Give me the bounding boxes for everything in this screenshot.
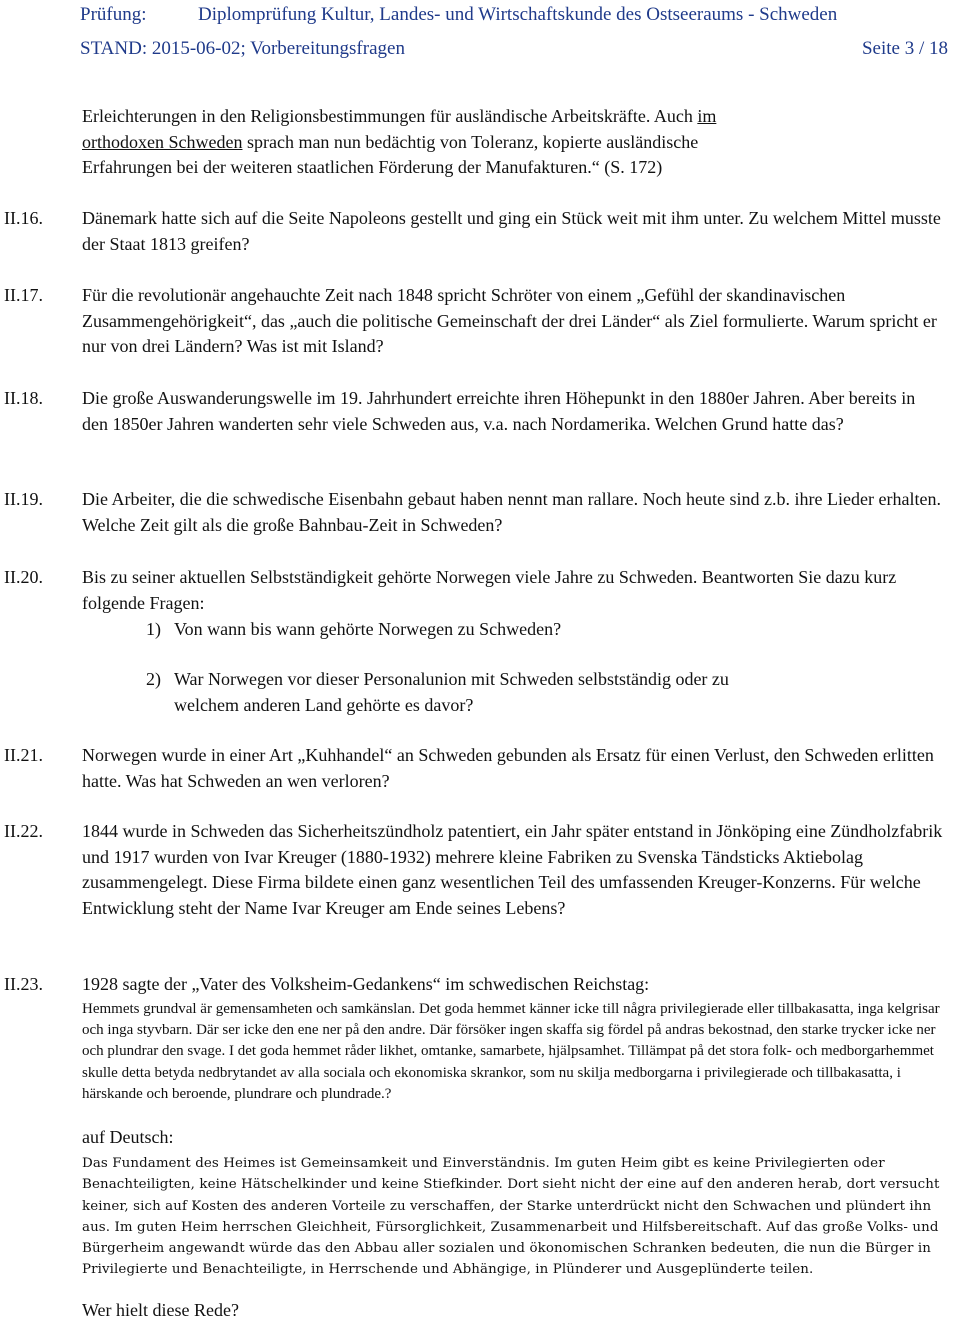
intro-line-1-text: Erleichterungen in den Religionsbestimmungen für ausländische Arbeitskräfte. Auch <box>82 106 698 126</box>
exam-label: Prüfung: <box>80 4 147 25</box>
closing-question: Wer hielt diese Rede? <box>82 1300 239 1320</box>
intro-paragraph <box>82 104 944 181</box>
question-text: Norwegen wurde in einer Art „Kuhhandel“ an Schweden gebunden als Ersatz für einen Verlust, den Schweden erlitten hatte. Was hat Schweden an wen verloren? <box>82 745 934 791</box>
question-text: Für die revolutionär angehauchte Zeit nach 1848 spricht Schröter von einem „Gefühl der skandinavischen Zusammengehörigkeit“, das „auch die politische Gemeinschaft der drei Länder“ als Ziel formulierte. Warum spricht er nur von drei Ländern? Was ist mit Island? <box>82 285 937 356</box>
question-text: Die große Auswanderungswelle im 19. Jahrhundert erreichte ihren Höhepunkt in den 1880er Jahren. Aber bereits in den 1850er Jahren wanderten sehr viele Schweden aus, v.a. nach Nordamerika. Welchen Grund hatte das? <box>82 388 916 434</box>
quote-swedish: Hemmets grundval är gemensamheten och samkänslan. Det goda hemmet känner icke till några privilegierade eller tillbakasatta, inga kelgrisar och inga styvbarn. Där ser icke den ene ner på den andre. Där försöker ingen skaffa sig fördel på andras bekostnad, den starke trycker icke ner och plundrar den svage. I det goda hemmet råder likhet, omtanke, samarbete, hjälpsamhet. Tillämpat på det stora folk- och medborgarhemmet skulle detta betyda nedbrytandet av alla sociala och ekonomiska skrankor, som nu skilja medborgarna i privilegierade och tillbakasatta, i härskande och beroende, plundrare och plundrade.? <box>82 1001 940 1102</box>
page-header-status <box>80 38 948 60</box>
intro-line-1 <box>82 104 944 130</box>
question-number: II.20. <box>4 567 43 587</box>
question-number: II.19. <box>4 489 43 509</box>
intro-line-2-underlined: orthodoxen Schweden <box>82 131 243 152</box>
page-number: Seite 3 / 18 <box>861 38 948 59</box>
question-number: II.23. <box>4 974 43 994</box>
question-number: II.21. <box>4 745 43 765</box>
question-number: II.17. <box>4 285 43 305</box>
quote-german: Das Fundament des Heimes ist Gemeinsamkeit und Einverständnis. Im guten Heim gibt es keine Privilegierten oder Benachteiligten, keine Hätschelkinder und keine Stiefkinder. Dort sieht nicht der eine auf den anderen herab, dort versucht keiner, sich auf Kosten des anderen Vorteile zu verschaffen, der Starke unterdrückt nicht den Schwachen und plündert ihn aus. Im guten Heim herrschen Gleichheit, Fürsorglichkeit, Zusammenarbeit und Hilfsbereitschaft. Auf das große Volks- und Bürgerheim angewandt würde das den Abbau aller sozialen und ökonomischen Schranken bedeuten, die nun die Bürger in Privilegierte und Benachteiligte, in Herrschende und Abhängige, in Plünderer und Ausgeplünderte teilen. <box>82 1156 940 1278</box>
translation-heading: auf Deutsch: <box>82 1127 174 1147</box>
question-text: Dänemark hatte sich auf die Seite Napoleons gestellt und ging ein Stück weit mit ihm unter. Zu welchem Mittel musste der Staat 1813 greifen? <box>82 208 941 254</box>
sub-question-number: 1) <box>146 619 161 639</box>
question-text: 1928 sagte der „Vater des Volksheim-Gedankens“ im schwedischen Reichstag: <box>82 974 650 994</box>
question-number: II.22. <box>4 821 43 841</box>
intro-line-3: Erfahrungen bei der weiteren staatlichen Förderung der Manufakturen.“ (S. 172) <box>82 157 663 177</box>
sub-question-text: War Norwegen vor dieser Personalunion mit Schweden selbstständig oder zu <box>174 669 729 689</box>
exam-title: Diplomprüfung Kultur, Landes- und Wirtschaftskunde des Ostseeraums - Schweden <box>198 4 838 25</box>
question-text: 1844 wurde in Schweden das Sicherheitszündholz patentiert, ein Jahr später entstand in Jönköping eine Zündholzfabrik und 1917 wurden von Ivar Kreuger (1880-1932) mehrere kleine Fabriken zu Svenska Tändsticks Aktiebolag zusammengelegt. Diese Firma bildete einen ganz wesentlichen Teil des umfassenden Kreuger-Konzerns. Für welche Entwicklung steht der Name Ivar Kreuger am Ende seines Lebens? <box>82 821 943 918</box>
page-header-exam <box>80 4 948 26</box>
status-line: STAND: 2015-06-02; Vorbereitungsfragen <box>80 38 405 59</box>
sub-question <box>146 617 944 643</box>
intro-line-2 <box>82 130 944 156</box>
question-text: Bis zu seiner aktuellen Selbstständigkeit gehörte Norwegen viele Jahre zu Schweden. Beantworten Sie dazu kurz folgende Fragen: <box>82 567 897 613</box>
question-number: II.18. <box>4 388 43 408</box>
sub-question-number: 2) <box>146 669 161 689</box>
sub-question <box>146 667 944 718</box>
question-number: II.16. <box>4 208 43 228</box>
intro-line-2-text: sprach man nun bedächtig von Toleranz, kopierte ausländische <box>242 131 699 152</box>
question-text: Die Arbeiter, die die schwedische Eisenbahn gebaut haben nennt man rallare. Noch heute sind z.b. ihre Lieder erhalten. Welche Zeit gilt als die große Bahnbau-Zeit in Schweden? <box>82 489 941 535</box>
intro-line-1-underlined: im <box>697 106 717 126</box>
sub-question-text-cont: welchem anderen Land gehörte es davor? <box>174 694 474 715</box>
sub-question-text: Von wann bis wann gehörte Norwegen zu Schweden? <box>174 619 562 639</box>
